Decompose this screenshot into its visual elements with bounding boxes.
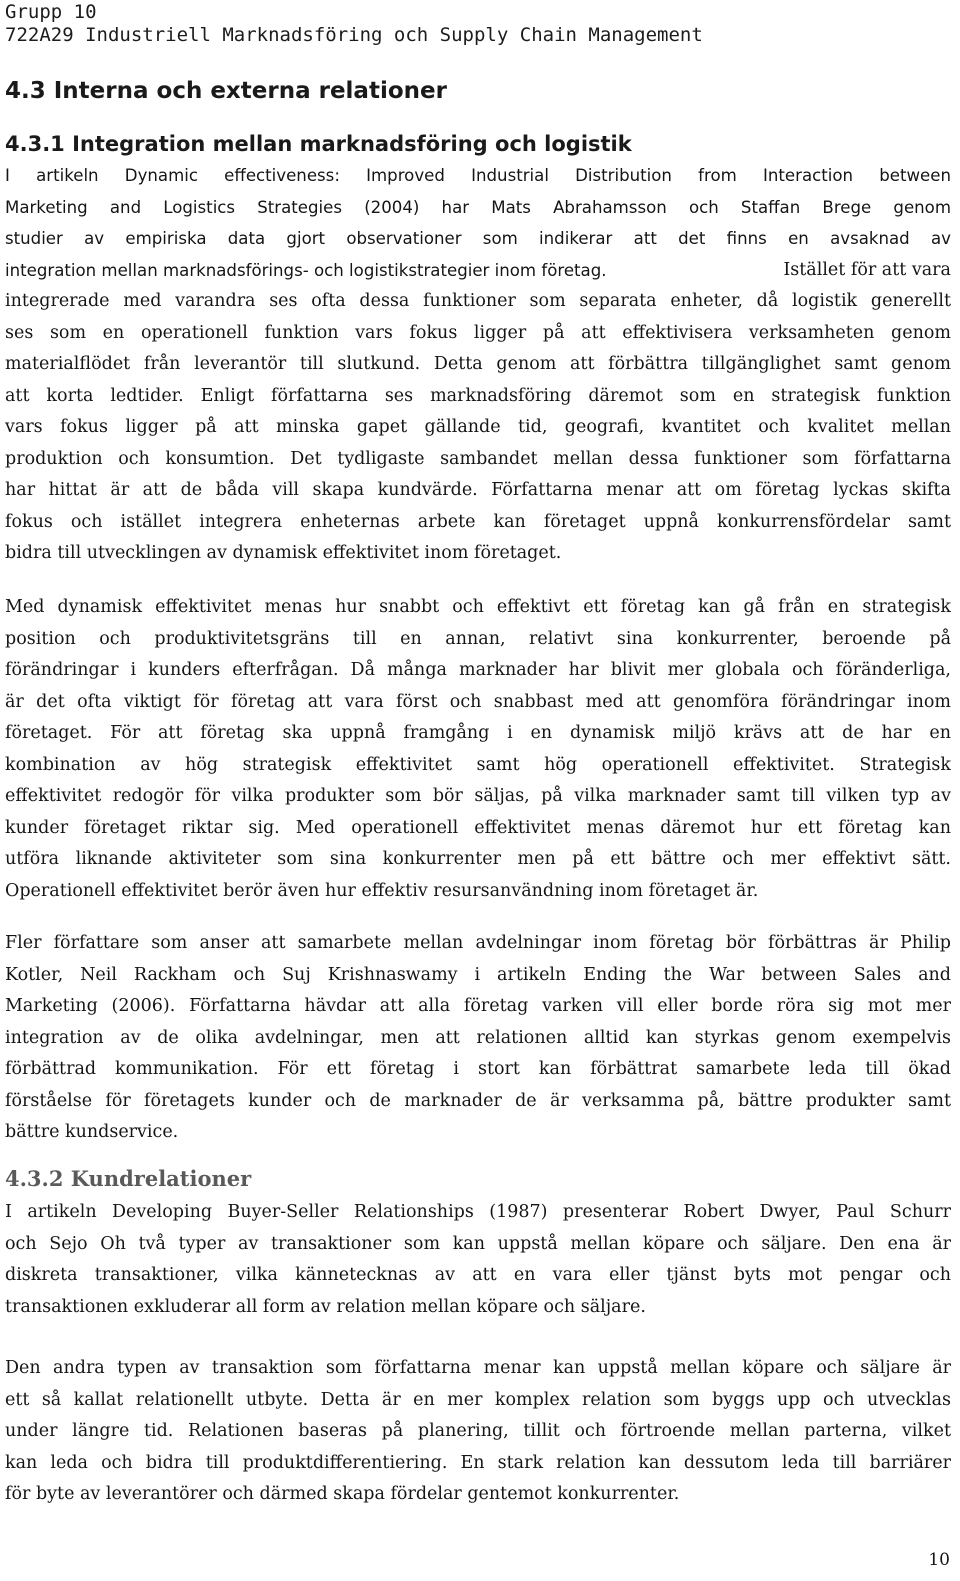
subsection-title-integration: 4.3.1 Integration mellan marknadsföring och logistik [5, 132, 632, 156]
text-line: för byte av leverantörer och därmed skapa fördelar gentemot konkurrenter. [5, 1484, 680, 1504]
text-line: produktion och konsumtion. Det tydligaste sambandet mellan dessa funktioner som författarna [5, 448, 951, 469]
text-line: integration av de olika avdelningar, men att relationen alltid kan styrkas genom exempelvis [5, 1027, 951, 1048]
text-line: integrerade med varandra ses ofta dessa funktioner som separata enheter, då logistik generellt [5, 291, 951, 311]
paragraph-integration-body [5, 286, 951, 570]
text-line: I artikeln Dynamic effectiveness: Improved Industrial Distribution from Interaction between [5, 166, 951, 185]
text-line: transaktionen exkluderar all form av relation mellan köpare och säljare. [5, 1296, 646, 1317]
text-line: Den andra typen av transaktion som författarna menar kan uppstå mellan köpare och säljare är [5, 1358, 951, 1378]
text-line: Fler författare som anser att samarbete mellan avdelningar inom företag bör förbättras är Philip [5, 933, 951, 953]
text-line-tail: Istället för att vara [783, 259, 951, 280]
text-line: att korta ledtider. Enligt författarna ses marknadsföring däremot som en strategisk funktion [5, 385, 951, 406]
text-line: utföra liknande aktiviteter som sina konkurrenter men på ett bättre och mer effektivt sätt. [5, 849, 951, 869]
text-line: ses som en operationell funktion vars fokus ligger på att effektivisera verksamheten genom [5, 322, 951, 343]
text-line: position och produktivitetsgräns till en annan, relativt sina konkurrenter, beroende på [5, 628, 951, 649]
text-line: Med dynamisk effektivitet menas hur snabbt och effektivt ett företag kan gå från en strategisk [5, 597, 951, 617]
text-line: Kotler, Neil Rackham och Suj Krishnaswamy i artikeln Ending the War between Sales and [5, 964, 951, 985]
text-line: Operationell effektivitet berör även hur effektiv resursanvändning inom företaget är. [5, 880, 759, 901]
text-line: förändringar i kunders efterfrågan. Då många marknader har blivit mer globala och föränderliga, [5, 660, 951, 680]
text-line: förståelse för företagets kunder och de marknader de är verksamma på, bättre produkter samt [5, 1090, 951, 1111]
text-line: Marketing and Logistics Strategies (2004) har Mats Abrahamsson och Staffan Brege genom [5, 197, 951, 217]
page-number: 10 [928, 1550, 950, 1570]
paragraph-collaboration [5, 928, 951, 1149]
text-line: I artikeln Developing Buyer-Seller Relationships (1987) presenterar Robert Dwyer, Paul Schurr [5, 1202, 951, 1222]
header-group: Grupp 10 [5, 1, 97, 23]
section-title: 4.3 Interna och externa relationer [5, 78, 447, 104]
text-line: Marketing (2006). Författarna hävdar att alla företag varken vill eller borde röra sig mot mer [5, 996, 951, 1016]
text-line: bidra till utvecklingen av dynamisk effektivitet inom företaget. [5, 543, 562, 563]
text-line: fokus och istället integrera enheternas arbete kan företaget uppnå konkurrensfördelar samt [5, 511, 951, 532]
text-line: kan leda och bidra till produktdifferentiering. En stark relation kan dessutom leda till barriärer [5, 1452, 951, 1473]
text-line: effektivitet redogör för vilka produkter som bör säljas, på vilka marknader samt till vilken typ av [5, 786, 951, 806]
text-line: vars fokus ligger på att minska gapet gällande tid, geografi, kvantitet och kvalitet mellan [5, 417, 951, 437]
text-line: och Sejo Oh två typer av transaktioner som kan uppstå mellan köpare och säljare. Den ena är [5, 1233, 951, 1254]
text-line: kombination av hög strategisk effektivitet samt hög operationell effektivitet. Strategisk [5, 754, 951, 775]
text-line: studier av empiriska data gjort observationer som indikerar att det finns en avsaknad av [5, 229, 951, 248]
text-line: diskreta transaktioner, vilka kännetecknas av att en vara eller tjänst byts mot pengar och [5, 1265, 951, 1285]
text-line: under längre tid. Relationen baseras på planering, tillit och förtroende mellan parterna, vilket [5, 1421, 951, 1441]
paragraph-integration-intro [5, 160, 951, 286]
text-line: ett så kallat relationellt utbyte. Detta är en mer komplex relation som byggs upp och utvecklas [5, 1389, 951, 1410]
paragraph-dynamic-effectiveness [5, 592, 951, 907]
text-line: är det ofta viktigt för företag att vara först och snabbast med att genomföra förändringar inom [5, 691, 951, 712]
text-line: har hittat är att de båda vill skapa kundvärde. Författarna menar att om företag lyckas skifta [5, 480, 951, 500]
header-course: 722A29 Industriell Marknadsföring och Supply Chain Management [5, 24, 703, 46]
paragraph-relational-exchange [5, 1353, 951, 1511]
text-line: materialflödet från leverantör till slutkund. Detta genom att förbättra tillgänglighet samt genom [5, 354, 951, 374]
text-line: bättre kundservice. [5, 1122, 179, 1142]
text-line: integration mellan marknadsförings- och logistikstrategier inom företag. [5, 260, 607, 280]
paragraph-transaction-types [5, 1197, 951, 1323]
text-line: förbättrad kommunikation. För ett företag i stort kan förbättrat samarbete leda till ökad [5, 1059, 951, 1079]
text-line-mixed [5, 255, 951, 287]
subsection-title-customer-relations: 4.3.2 Kundrelationer [5, 1166, 252, 1191]
text-line: kunder företaget riktar sig. Med operationell effektivitet menas däremot hur ett företag kan [5, 817, 951, 838]
text-line: företaget. För att företag ska uppnå framgång i en dynamisk miljö krävs att de har en [5, 723, 951, 743]
